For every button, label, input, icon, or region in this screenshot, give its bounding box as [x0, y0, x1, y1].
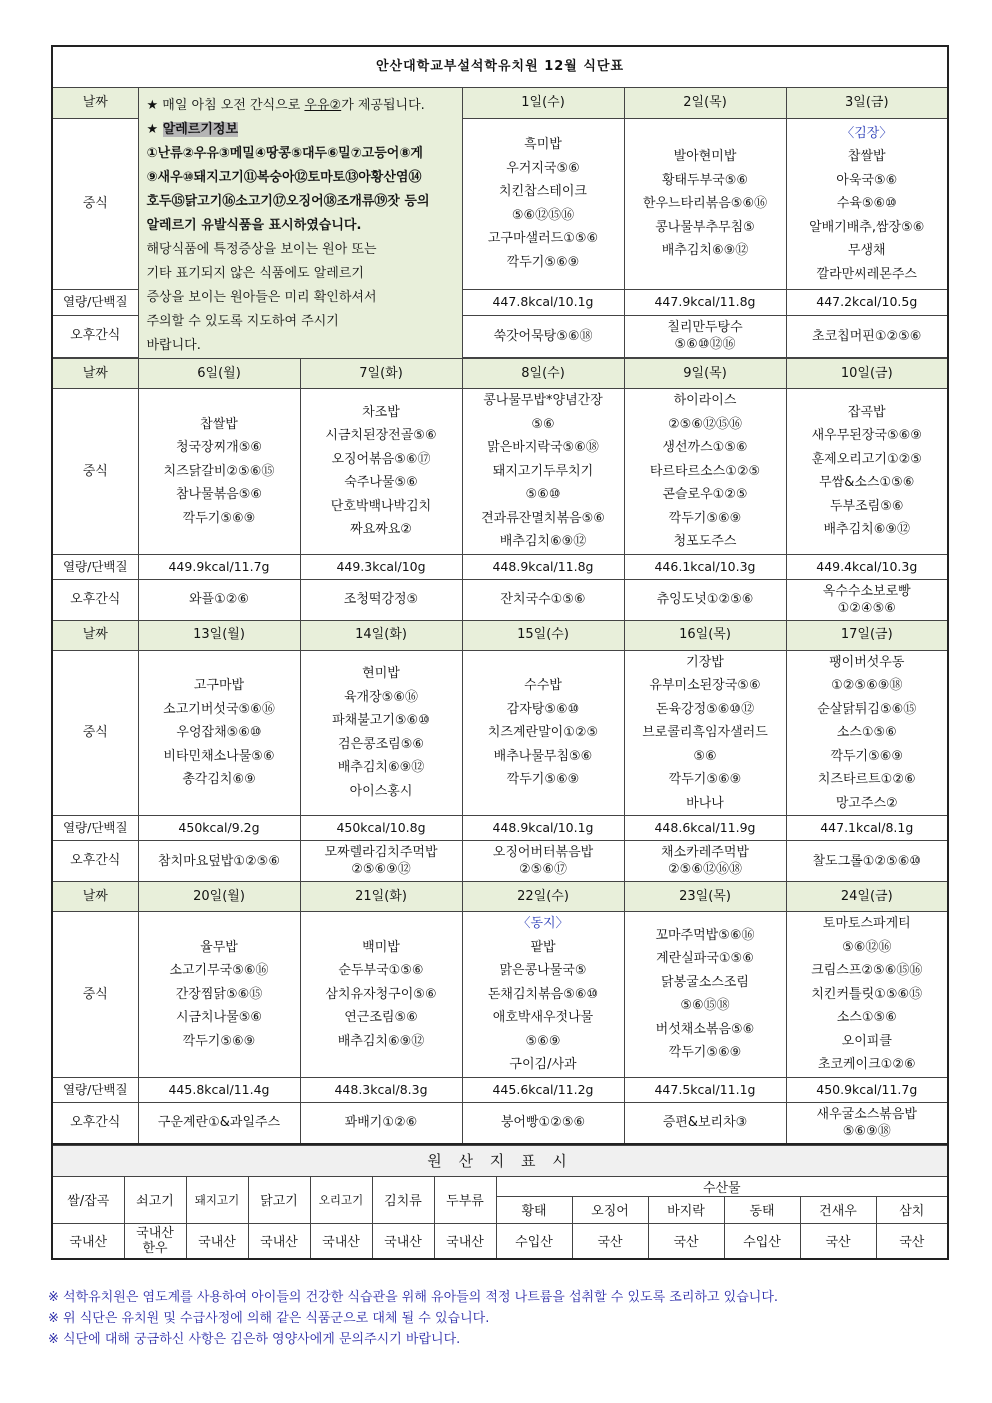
- lunch-cell: [138, 389, 300, 555]
- snack-cell: [300, 841, 462, 882]
- food-item: 무생채: [847, 243, 886, 259]
- snack-cell: [624, 1102, 786, 1144]
- snack-cell: [786, 841, 948, 882]
- food-item: ⑤⑥⑨⑱: [842, 1123, 891, 1139]
- kcal-cell: 447.9kcal/11.8g: [624, 289, 786, 315]
- food-item: 잡곡밥: [847, 404, 886, 420]
- food-item: 맑은콩나물국⑤: [499, 963, 587, 978]
- food-item: 검은콩조림⑤⑥: [337, 736, 425, 752]
- notice-text-2: 기타 표기되지 않은 식품에도 알레르기: [146, 266, 364, 281]
- food-item: 닭봉굴소스조림: [661, 974, 749, 990]
- kcal-cell: 448.9kcal/10.1g: [462, 816, 624, 841]
- date-label: 날짜: [52, 882, 138, 912]
- food-item: 찹쌀밥: [200, 416, 238, 432]
- kcal-cell: 448.6kcal/11.9g: [624, 816, 786, 841]
- footnote: ※ 석학유치원은 염도계를 사용하여 아이들의 건강한 식습관을 위해 유아들의 적정 나트륨을 섭취할 수 있도록 조리하고 있습니다.: [48, 1290, 779, 1305]
- lunch-cell: [462, 389, 624, 555]
- lunch-cell: [624, 912, 786, 1078]
- seafood-item: 건새우: [800, 1196, 876, 1223]
- notice-allergy-list-3: 호두⑮닭고기⑯소고기⑰오징어⑱조개류⑲잣 등의: [146, 194, 430, 209]
- notice-allergy-list-1: ①난류②우유③메밀④땅콩⑤대두⑥밀⑦고등어⑧게: [146, 146, 423, 161]
- food-item: 수육⑤⑥⑩: [836, 196, 897, 212]
- food-item: 하이라이스: [673, 393, 737, 408]
- food-item: 구운계란①&과일주스: [157, 1115, 281, 1130]
- seafood-value: 국산: [800, 1223, 876, 1259]
- lunch-cell: [300, 650, 462, 816]
- food-item: 두부조림⑤⑥: [829, 498, 904, 514]
- food-item: 소스①⑤⑥: [836, 725, 897, 740]
- snack-cell: [624, 841, 786, 882]
- food-item: 돈채김치볶음⑤⑥⑩: [487, 986, 599, 1002]
- food-item: 알배기배추,쌈장⑤⑥: [809, 219, 925, 235]
- seafood-value: 수입산: [496, 1223, 572, 1259]
- snack-label: 오후간식: [52, 579, 138, 620]
- menu-table: [51, 45, 949, 1145]
- origin-item: 두부류: [434, 1176, 496, 1223]
- seafood-item: 황태: [496, 1196, 572, 1223]
- snack-cell: [138, 841, 300, 882]
- day-header: 1일(수): [462, 88, 624, 119]
- seafood-item: 오징어: [572, 1196, 648, 1223]
- kcal-cell: 445.8kcal/11.4g: [138, 1077, 300, 1102]
- food-item: 우엉잡채⑤⑥⑩: [176, 725, 262, 740]
- seafood-value: 국산: [572, 1223, 648, 1259]
- origin-table: [51, 1145, 949, 1260]
- food-item: 청포도주스: [673, 534, 737, 549]
- day-header: 6일(월): [138, 359, 300, 389]
- food-item: 잔치국수①⑤⑥: [500, 592, 586, 607]
- food-item: 생선까스①⑤⑥: [662, 440, 748, 455]
- food-item: 타르타르소스①②⑤: [649, 463, 761, 479]
- lunch-label: 중식: [52, 650, 138, 816]
- food-item: 참치마요덮밥①②⑤⑥: [158, 853, 280, 869]
- day-header: 20일(월): [138, 882, 300, 912]
- seafood-item: 삼치: [876, 1196, 948, 1223]
- food-item: 시금치나물⑤⑥: [175, 1010, 263, 1025]
- kcal-label: 열량/단백질: [52, 554, 138, 579]
- kcal-cell: 446.1kcal/10.3g: [624, 554, 786, 579]
- day-header: 16일(목): [624, 620, 786, 650]
- food-item: ②⑤⑥⑫⑮⑯: [668, 416, 742, 432]
- day-header: 7일(화): [300, 359, 462, 389]
- day-header: 22일(수): [462, 882, 624, 912]
- origin-value: 국내산: [248, 1223, 310, 1259]
- food-item: 애호박새우젓나물: [492, 1010, 594, 1025]
- food-item: 구이김/사과: [509, 1057, 577, 1072]
- snack-cell: [786, 315, 948, 357]
- food-item: 청국장찌개⑤⑥: [175, 440, 263, 455]
- day-header: 2일(목): [624, 88, 786, 119]
- kcal-label: 열량/단백질: [52, 1077, 138, 1102]
- food-item: 숙주나물⑤⑥: [344, 475, 418, 491]
- food-item: ⑤⑥⑫⑮⑯: [511, 207, 575, 223]
- food-item: 오징어볶음⑤⑥⑰: [331, 451, 431, 467]
- snack-label: 오후간식: [52, 1102, 138, 1144]
- food-item: 치킨찹스테이크: [499, 184, 587, 200]
- day-header: 3일(금): [786, 88, 948, 119]
- food-item: 백미밥: [362, 939, 400, 955]
- food-item: ②⑤⑥⑨⑫: [351, 862, 411, 877]
- food-item: 아욱국⑤⑥: [836, 172, 898, 188]
- notice-text-5: 바랍니다.: [146, 338, 201, 353]
- notice-milk-line: ★ 매일 아침 오전 간식으로 우유②가 제공됩니다.: [146, 98, 425, 113]
- lunch-cell: [624, 389, 786, 555]
- food-item: 참나물볶음⑤⑥: [175, 487, 263, 502]
- food-item: 발아현미밥: [673, 149, 737, 165]
- food-item: 깍두기⑤⑥⑨: [506, 772, 580, 787]
- seafood-value: 수입산: [724, 1223, 800, 1259]
- origin-item: 돼지고기: [186, 1176, 248, 1223]
- food-item: 시금치된장전골⑤⑥: [325, 428, 437, 444]
- day-header: 10일(금): [786, 359, 948, 389]
- lunch-cell: [786, 650, 948, 816]
- food-item: 옥수수소보로빵: [822, 583, 911, 599]
- food-item: 맑은바지락국⑤⑥⑱: [487, 440, 599, 455]
- footnote: ※ 식단에 대해 궁금하신 사항은 김은하 영양사에게 문의주시기 바랍니다.: [48, 1332, 461, 1347]
- date-label: 날짜: [52, 359, 138, 389]
- food-item: 팽이버섯우동: [829, 654, 905, 670]
- food-item: 파채불고기⑤⑥⑩: [332, 713, 430, 729]
- food-item: 망고주스②: [835, 795, 898, 811]
- food-item: 견과류잔멸치볶음⑤⑥: [481, 510, 605, 526]
- food-item: ①②⑤⑥⑨⑱: [831, 678, 903, 693]
- snack-cell: [786, 579, 948, 620]
- food-item: 소고기무국⑤⑥⑯: [169, 963, 269, 978]
- food-item: 한우느타리볶음⑤⑥⑯: [642, 196, 768, 212]
- food-item: 소스①⑤⑥: [836, 1010, 897, 1025]
- kcal-cell: 447.1kcal/8.1g: [786, 816, 948, 841]
- food-item: ①②④⑤⑥: [837, 600, 896, 616]
- snack-cell: [300, 1102, 462, 1144]
- notice-text-1: 해당식품에 특정증상을 보이는 원아 또는: [146, 242, 377, 257]
- lunch-cell: [462, 118, 624, 289]
- notice-text-4: 주의할 수 있도록 지도하여 주시기: [146, 314, 339, 329]
- kcal-cell: 449.4kcal/10.3g: [786, 554, 948, 579]
- lunch-cell: [300, 912, 462, 1078]
- food-item: 깍두기⑤⑥⑨: [506, 254, 580, 270]
- origin-item: 쇠고기: [124, 1176, 186, 1223]
- lunch-cell: [786, 912, 948, 1078]
- kcal-cell: 448.3kcal/8.3g: [300, 1077, 462, 1102]
- food-item: 기장밥: [686, 654, 724, 670]
- food-item: 콩나물부추무침⑤: [655, 219, 755, 235]
- food-item: 〈김장〉: [841, 125, 893, 141]
- food-item: ⑤⑥: [531, 416, 555, 432]
- origin-value-beef-line1: 국내산: [136, 1225, 174, 1241]
- food-item: 배추김치⑥⑨⑫: [823, 522, 911, 538]
- food-item: 찹쌀밥: [847, 149, 886, 165]
- allergy-notice: [138, 88, 462, 359]
- food-item: 칠리만두탕수: [667, 320, 743, 336]
- food-item: 계란실파국①⑤⑥: [656, 951, 754, 967]
- food-item: 치킨커틀릿①⑤⑥⑮: [811, 986, 923, 1002]
- origin-value-beef: [124, 1223, 186, 1259]
- food-item: 소고기버섯국⑤⑥⑯: [163, 701, 275, 717]
- food-item: 꼬마주먹밥⑤⑥⑯: [655, 927, 755, 943]
- day-header: 23일(목): [624, 882, 786, 912]
- lunch-cell: [624, 118, 786, 289]
- lunch-cell: [462, 650, 624, 816]
- origin-value-beef-line2: 한우: [142, 1240, 168, 1256]
- food-item: 채소카레주먹밥: [661, 845, 749, 860]
- day-header: 9일(목): [624, 359, 786, 389]
- food-item: 육개장⑤⑥⑯: [344, 689, 418, 705]
- lunch-cell: [138, 650, 300, 816]
- snack-cell: [462, 1102, 624, 1144]
- snack-cell: [786, 1102, 948, 1144]
- food-item: 증편&보리차③: [662, 1115, 748, 1130]
- food-item: 우거지국⑤⑥: [506, 160, 580, 176]
- footnote: ※ 위 식단은 유치원 및 수급사정에 의해 같은 식품군으로 대체 될 수 있습니다.: [48, 1311, 490, 1326]
- food-item: 단호박백나박김치: [330, 498, 432, 514]
- food-item: 배추김치⑥⑨⑫: [661, 243, 749, 259]
- kcal-cell: 450kcal/10.8g: [300, 816, 462, 841]
- kcal-cell: 450kcal/9.2g: [138, 816, 300, 841]
- food-item: 감자탕⑤⑥⑩: [506, 701, 580, 717]
- origin-value: 국내산: [372, 1223, 434, 1259]
- snack-cell: [462, 315, 624, 357]
- food-item: 깍두기⑤⑥⑨: [182, 1033, 256, 1049]
- notice-text-3: 증상을 보이는 원아들은 미리 확인하셔서: [146, 290, 377, 305]
- food-item: 모짜렐라김치주먹밥: [324, 845, 438, 860]
- food-item: 율무밥: [200, 939, 238, 955]
- food-item: 츄잉도넛①②⑤⑥: [656, 592, 754, 607]
- food-item: 고구마샐러드①⑤⑥: [487, 231, 599, 247]
- food-item: 훈제오리고기①②⑤: [811, 451, 922, 467]
- food-item: 깍두기⑤⑥⑨: [668, 510, 742, 526]
- seafood-item: 동태: [724, 1196, 800, 1223]
- kcal-cell: 448.9kcal/11.8g: [462, 554, 624, 579]
- seafood-label: 수산물: [496, 1176, 948, 1196]
- food-item: 배추김치⑥⑨⑫: [337, 760, 425, 776]
- snack-label: 오후간식: [52, 841, 138, 882]
- kcal-label: 열량/단백질: [52, 816, 138, 841]
- food-item: 무쌈&소스①⑤⑥: [819, 475, 915, 491]
- food-item: 크림스프②⑤⑥⑮⑯: [811, 963, 923, 978]
- food-item: 붕어빵①②⑤⑥: [500, 1115, 586, 1130]
- food-item: 버섯채소볶음⑤⑥: [655, 1021, 755, 1037]
- origin-value: 국내산: [310, 1223, 372, 1259]
- food-item: 치즈계란말이①②⑤: [487, 725, 599, 740]
- food-item: ⑤⑥: [693, 748, 717, 764]
- origin-item: 오리고기: [310, 1176, 372, 1223]
- food-item: ⑤⑥⑩⑫⑯: [674, 337, 736, 353]
- origin-item: 닭고기: [248, 1176, 310, 1223]
- food-item: 토마토스파게티: [822, 916, 911, 931]
- food-item: 황태두부국⑤⑥: [661, 172, 749, 188]
- origin-value: 국내산: [434, 1223, 496, 1259]
- food-item: 깍두기⑤⑥⑨: [182, 510, 256, 526]
- food-item: 치즈닭갈비②⑤⑥⑮: [163, 463, 275, 479]
- food-item: 오징어버터볶음밥: [492, 845, 594, 860]
- food-item: 바나나: [686, 795, 724, 811]
- lunch-label: 중식: [52, 389, 138, 555]
- food-item: 배추나물무침⑤⑥: [493, 748, 593, 764]
- food-item: 돼지고기두루치기: [492, 463, 594, 479]
- snack-cell: [138, 1102, 300, 1144]
- food-item: 깔라만씨레몬주스: [816, 266, 917, 282]
- lunch-cell: [624, 650, 786, 816]
- food-item: 쑥갓어묵탕⑤⑥⑱: [493, 328, 593, 344]
- food-item: 삼치유자청구이⑤⑥: [325, 986, 437, 1002]
- food-item: 새우무된장국⑤⑥⑨: [811, 428, 922, 444]
- food-item: ②⑤⑥⑰: [519, 862, 567, 877]
- day-header: 13일(월): [138, 620, 300, 650]
- food-item: 배추김치⑥⑨⑫: [499, 534, 587, 549]
- food-item: ⑤⑥⑫⑯: [842, 939, 892, 955]
- seafood-item: 바지락: [648, 1196, 724, 1223]
- origin-value: 국내산: [52, 1223, 124, 1259]
- food-item: 차조밥: [362, 404, 400, 420]
- kcal-cell: 449.9kcal/11.7g: [138, 554, 300, 579]
- food-item: 깍두기⑤⑥⑨: [668, 1045, 742, 1061]
- lunch-cell: [300, 389, 462, 555]
- food-item: 팥밥: [530, 939, 556, 955]
- food-item: ⑤⑥⑩: [525, 487, 561, 502]
- food-item: 돈육강정⑤⑥⑩⑫: [655, 701, 755, 717]
- day-header: 21일(화): [300, 882, 462, 912]
- snack-cell: [300, 579, 462, 620]
- snack-cell: [624, 579, 786, 620]
- kcal-cell: 447.2kcal/10.5g: [786, 289, 948, 315]
- food-item: 와플①②⑥: [188, 592, 250, 607]
- food-item: 콩나물무밥*양념간장: [483, 393, 603, 408]
- food-item: 배추김치⑥⑨⑫: [337, 1033, 425, 1049]
- food-item: ⑤⑥⑮⑱: [680, 998, 730, 1014]
- origin-title: 원 산 지 표 시: [52, 1145, 948, 1176]
- food-item: 조청떡강정⑤: [343, 592, 419, 607]
- food-item: 콘슬로우①②⑤: [662, 487, 748, 502]
- seafood-value: 국산: [648, 1223, 724, 1259]
- food-item: 고구마밥: [193, 678, 245, 693]
- kcal-cell: 445.6kcal/11.2g: [462, 1077, 624, 1102]
- origin-item: 쌀/잡곡: [52, 1176, 124, 1223]
- food-item: 새우굴소스볶음밥: [816, 1106, 917, 1122]
- food-item: 순살닭튀김⑤⑥⑮: [817, 701, 917, 717]
- food-item: 치즈타르트①②⑥: [817, 772, 916, 787]
- food-item: 흑미밥: [524, 137, 562, 153]
- page-title: 안산대학교부설석학유치원 12월 식단표: [52, 46, 948, 88]
- day-header: 8일(수): [462, 359, 624, 389]
- kcal-label: 열량/단백질: [52, 289, 138, 315]
- food-item: 초코칩머핀①②⑤⑥: [812, 328, 922, 344]
- notice-allergy-heading: ★ 알레르기정보: [146, 122, 239, 137]
- food-item: 초코케이크①②⑥: [817, 1057, 916, 1072]
- kcal-cell: 450.9kcal/11.7g: [786, 1077, 948, 1102]
- lunch-label: 중식: [52, 118, 138, 289]
- lunch-label: 중식: [52, 912, 138, 1078]
- snack-cell: [138, 579, 300, 620]
- snack-cell: [462, 579, 624, 620]
- food-item: 비타민채소나물⑤⑥: [163, 748, 275, 764]
- food-item: 총각김치⑥⑨: [182, 772, 256, 787]
- food-item: ②⑤⑥⑫⑯⑱: [668, 862, 742, 877]
- lunch-cell: [138, 912, 300, 1078]
- food-item: 짜요짜요②: [350, 522, 412, 538]
- day-header: 15일(수): [462, 620, 624, 650]
- date-label: 날짜: [52, 620, 138, 650]
- lunch-cell: [786, 118, 948, 289]
- origin-value: 국내산: [186, 1223, 248, 1259]
- food-item: ⑤⑥⑨: [525, 1033, 561, 1049]
- food-item: 순두부국①⑤⑥: [338, 963, 424, 978]
- kcal-cell: 447.5kcal/11.1g: [624, 1077, 786, 1102]
- food-item: 〈동지〉: [517, 916, 569, 931]
- food-item: 수수밥: [524, 678, 562, 693]
- food-item: 아이스홍시: [349, 783, 413, 799]
- notice-allergy-list-4: 알레르기 유발식품을 표시하였습니다.: [146, 218, 362, 233]
- food-item: 찰도그롤①②⑤⑥⑩: [812, 853, 922, 869]
- footnotes: [48, 1287, 778, 1350]
- food-item: 오이피클: [841, 1033, 892, 1049]
- food-item: 유부미소된장국⑤⑥: [649, 678, 761, 693]
- food-item: 깍두기⑤⑥⑨: [668, 772, 742, 787]
- kcal-cell: 447.8kcal/10.1g: [462, 289, 624, 315]
- menu-sheet: [51, 45, 947, 1260]
- day-header: 24일(금): [786, 882, 948, 912]
- seafood-value: 국산: [876, 1223, 948, 1259]
- day-header: 17일(금): [786, 620, 948, 650]
- snack-cell: [462, 841, 624, 882]
- food-item: 현미밥: [362, 666, 400, 682]
- snack-cell: [624, 315, 786, 357]
- date-label: 날짜: [52, 88, 138, 119]
- food-item: 꽈배기①②⑥: [344, 1115, 418, 1130]
- snack-label: 오후간식: [52, 315, 138, 357]
- origin-item: 김치류: [372, 1176, 434, 1223]
- food-item: 연근조림⑤⑥: [344, 1010, 418, 1025]
- day-header: 14일(화): [300, 620, 462, 650]
- food-item: 간장찜닭⑤⑥⑮: [175, 986, 263, 1002]
- food-item: 깍두기⑤⑥⑨: [830, 748, 904, 764]
- lunch-cell: [462, 912, 624, 1078]
- notice-allergy-list-2: ⑨새우⑩돼지고기⑪복숭아⑫토마토⑬아황산염⑭: [146, 170, 422, 185]
- lunch-cell: [786, 389, 948, 555]
- food-item: 브로콜리흑임자샐러드: [642, 725, 768, 740]
- kcal-cell: 449.3kcal/10g: [300, 554, 462, 579]
